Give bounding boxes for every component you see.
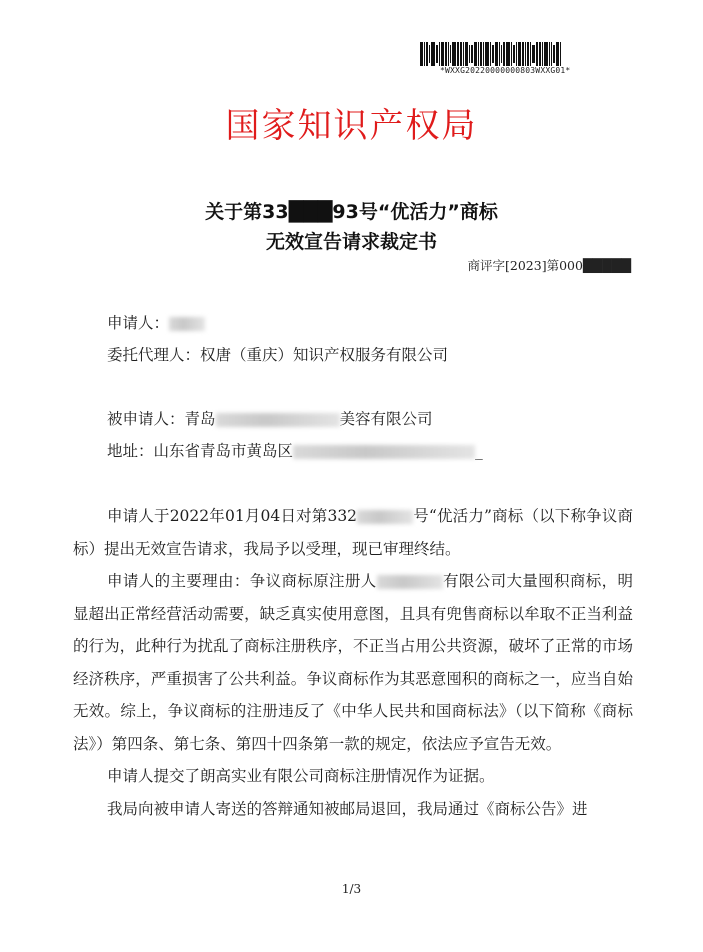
barcode-bar: [506, 42, 510, 66]
barcode-bar: [450, 45, 451, 62]
barcode-bar: [424, 42, 425, 66]
body-text: [73, 500, 633, 825]
barcode-bar: [503, 42, 505, 66]
decision-title-line2: 无效宣告请求裁定书: [265, 231, 437, 253]
respondent-prefix: 被申请人：青岛: [107, 410, 216, 428]
barcode-bar: [485, 42, 489, 66]
barcode-bar: [465, 42, 468, 66]
p1-part-a: 申请人于2022年01月04日对第332: [107, 507, 358, 525]
respondent-line: [107, 407, 433, 429]
paragraph-1: [73, 500, 633, 565]
barcode-bar: [539, 42, 541, 66]
barcode-bar: [530, 42, 531, 66]
barcode-bar: [553, 45, 555, 62]
barcode-bar: [522, 42, 524, 66]
barcode-bar: [560, 42, 561, 66]
barcode-bar: [445, 42, 447, 66]
barcode-bar: [441, 42, 444, 66]
address-line: [107, 439, 483, 461]
agency-title: 国家知识产权局: [225, 106, 478, 146]
redacted-respondent: [216, 413, 340, 427]
agent-line: [107, 343, 448, 365]
redacted-mark-number: [357, 510, 413, 524]
barcode-bar: [448, 42, 449, 66]
barcode-bar: [426, 42, 428, 66]
applicant-line: [107, 311, 205, 333]
agent-value: 权唐（重庆）知识产权服务有限公司: [200, 346, 449, 364]
barcode-bar: [556, 42, 559, 66]
agent-label: 委托代理人：: [107, 346, 201, 364]
barcode-bar: [544, 42, 548, 66]
barcode-bar: [542, 42, 543, 66]
barcode-bar: [518, 42, 521, 66]
respondent-suffix: 美容有限公司: [339, 410, 433, 428]
barcode-bar: [532, 45, 535, 62]
barcode-bar: [436, 45, 438, 62]
barcode: [420, 42, 598, 66]
barcode-bar: [499, 42, 500, 66]
paragraph-2: [73, 565, 633, 760]
redacted-applicant: [169, 317, 205, 331]
barcode-bar: [536, 42, 538, 66]
barcode-bar: [429, 45, 430, 62]
barcode-bar: [469, 45, 470, 62]
p2-part-b: 有限公司大量囤积商标，明显超出正常经营活动需要，缺乏真实使用意图，且具有兜售商标以牟取不正当利益的行为，此种行为扰乱了商标注册秩序，不正当占用公共资源，破坏了正常的市场经济秩序，严重损害了公共利益。争议商标作为其恶意囤积的商标之一，应当自始无效。综上，争议商标的注册违反了《中华人民共和国商标法》（以下简称《商标法》）第四条、第七条、第四十四条第一款的规定，依法应予宣告无效。: [73, 572, 633, 753]
barcode-bar: [478, 42, 479, 66]
document-number: 商评字[2023]第000█████: [467, 258, 631, 273]
barcode-bar: [439, 42, 440, 66]
barcode-bar: [457, 42, 459, 66]
barcode-bar: [490, 42, 491, 66]
barcode-bar: [474, 42, 477, 66]
barcode-bar: [525, 42, 526, 66]
paragraph-3: 申请人提交了朗高实业有限公司商标注册情况作为证据。: [107, 767, 495, 785]
paragraph-4: 我局向被申请人寄送的答辩通知被邮局退回，我局通过《商标公告》进: [107, 799, 588, 818]
redacted-registrant: [377, 575, 443, 589]
address-prefix: 地址：山东省青岛市黄岛区: [107, 442, 294, 460]
applicant-label: 申请人：: [107, 314, 170, 332]
address-suffix: _: [475, 442, 483, 460]
barcode-bar: [501, 45, 502, 62]
barcode-bar: [480, 42, 482, 66]
barcode-bar: [463, 42, 464, 66]
barcode-bar: [516, 42, 517, 66]
p1-part-b: 号“优活力”商标（以下称争议商标）提出无效宣告请求，我局予以受理，现已审理终结。: [73, 507, 633, 558]
barcode-bar: [549, 42, 550, 66]
barcode-bar: [495, 42, 498, 66]
barcode-bar: [513, 45, 515, 62]
barcode-text: *WXXG20220000000803WXXG01*: [440, 66, 571, 75]
barcode-bar: [483, 42, 484, 66]
decision-title-line1: 关于第33███93号“优活力”商标: [205, 201, 498, 223]
barcode-bar: [492, 45, 494, 62]
page-number: 1/3: [341, 882, 362, 896]
barcode-bar: [420, 42, 423, 66]
barcode-bar: [511, 42, 512, 66]
p2-part-a: 申请人的主要理由：争议商标原注册人: [107, 572, 377, 590]
barcode-bar: [527, 42, 529, 66]
barcode-bar: [460, 42, 462, 66]
barcode-bar: [431, 42, 435, 66]
barcode-bar: [471, 45, 473, 62]
barcode-bar: [551, 42, 552, 66]
barcode-bar: [452, 42, 456, 66]
redacted-address: [293, 445, 475, 459]
